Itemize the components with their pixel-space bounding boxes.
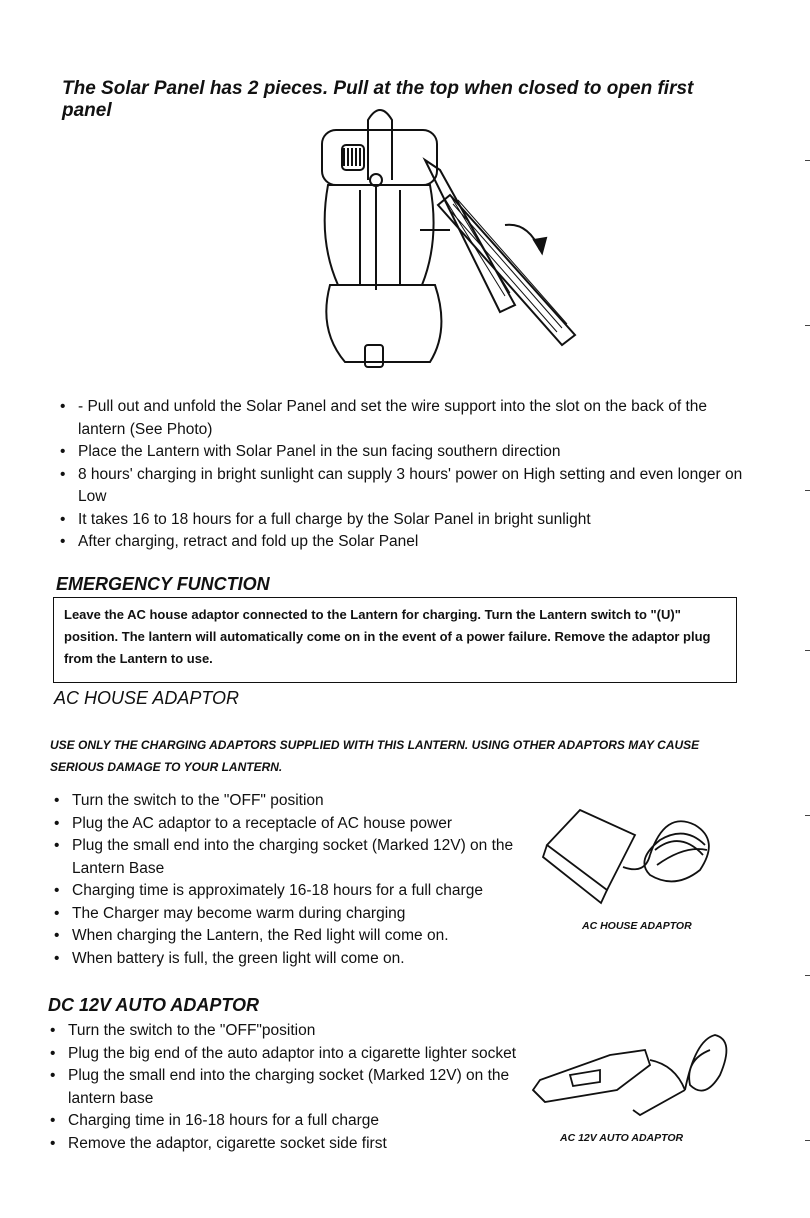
list-item: • Charging time is approximately 16-18 hours for a full charge: [50, 880, 540, 903]
list-item: • Place the Lantern with Solar Panel in the sun facing southern direction: [56, 441, 746, 464]
list-item: • The Charger may become warm during charging: [50, 903, 540, 926]
list-item: • Plug the small end into the charging socket (Marked 12V) on the Lantern Base: [50, 835, 540, 880]
list-item: • It takes 16 to 18 hours for a full charge by the Solar Panel in bright sunlight: [56, 509, 746, 532]
adaptor-warning: USE ONLY THE CHARGING ADAPTORS SUPPLIED WITH THIS LANTERN. USING OTHER ADAPTORS MAY CAUSE SERIOUS DAMAGE TO YOUR LANTERN.: [50, 738, 700, 774]
list-item: • Turn the switch to the "OFF" position: [50, 790, 540, 813]
list-item: • 8 hours' charging in bright sunlight can supply 3 hours' power on High setting and even longer on Low: [56, 464, 746, 509]
margin-tick: [805, 325, 810, 326]
list-item: • - Pull out and unfold the Solar Panel and set the wire support into the slot on the back of the lantern (See Photo): [56, 396, 746, 441]
dc-instructions-list: [46, 1020, 536, 1155]
dc-adaptor-illustration: [525, 1030, 745, 1125]
ac-adaptor-caption: AC HOUSE ADAPTOR: [582, 920, 692, 932]
margin-tick: [805, 1140, 810, 1141]
dc-adaptor-heading: DC 12V AUTO ADAPTOR: [48, 995, 260, 1015]
list-item: • Turn the switch to the "OFF"position: [46, 1020, 536, 1043]
list-item: • When charging the Lantern, the Red light will come on.: [50, 925, 540, 948]
list-item: • Remove the adaptor, cigarette socket side first: [46, 1133, 536, 1156]
ac-adaptor-illustration: [535, 805, 725, 905]
margin-tick: [805, 490, 810, 491]
ac-instructions-list: [50, 790, 540, 970]
ac-adaptor-heading: AC HOUSE ADAPTOR: [54, 688, 240, 708]
list-item: • Plug the AC adaptor to a receptacle of AC house power: [50, 813, 540, 836]
list-item: • Charging time in 16-18 hours for a full charge: [46, 1110, 536, 1133]
margin-tick: [805, 160, 810, 161]
lantern-illustration: [300, 100, 600, 375]
list-item: • After charging, retract and fold up the Solar Panel: [56, 531, 746, 554]
margin-tick: [805, 650, 810, 651]
emergency-notice-box: Leave the AC house adaptor connected to the Lantern for charging. Turn the Lantern switch to "(U)" position. The lantern will automatically come on in the event of a power failure. Remove the adaptor plug from the Lantern to use.: [53, 597, 737, 683]
solar-panel-title: The Solar Panel has 2 pieces. Pull at the top when closed to open first panel: [62, 78, 694, 121]
margin-tick: [805, 815, 810, 816]
dc-adaptor-caption: AC 12V AUTO ADAPTOR: [560, 1132, 684, 1144]
list-item: • Plug the small end into the charging socket (Marked 12V) on the lantern base: [46, 1065, 536, 1110]
list-item: • Plug the big end of the auto adaptor into a cigarette lighter socket: [46, 1043, 536, 1066]
emergency-heading: EMERGENCY FUNCTION: [56, 574, 270, 594]
list-item: • When battery is full, the green light will come on.: [50, 948, 540, 971]
solar-instructions-list: [56, 396, 746, 554]
margin-tick: [805, 975, 810, 976]
